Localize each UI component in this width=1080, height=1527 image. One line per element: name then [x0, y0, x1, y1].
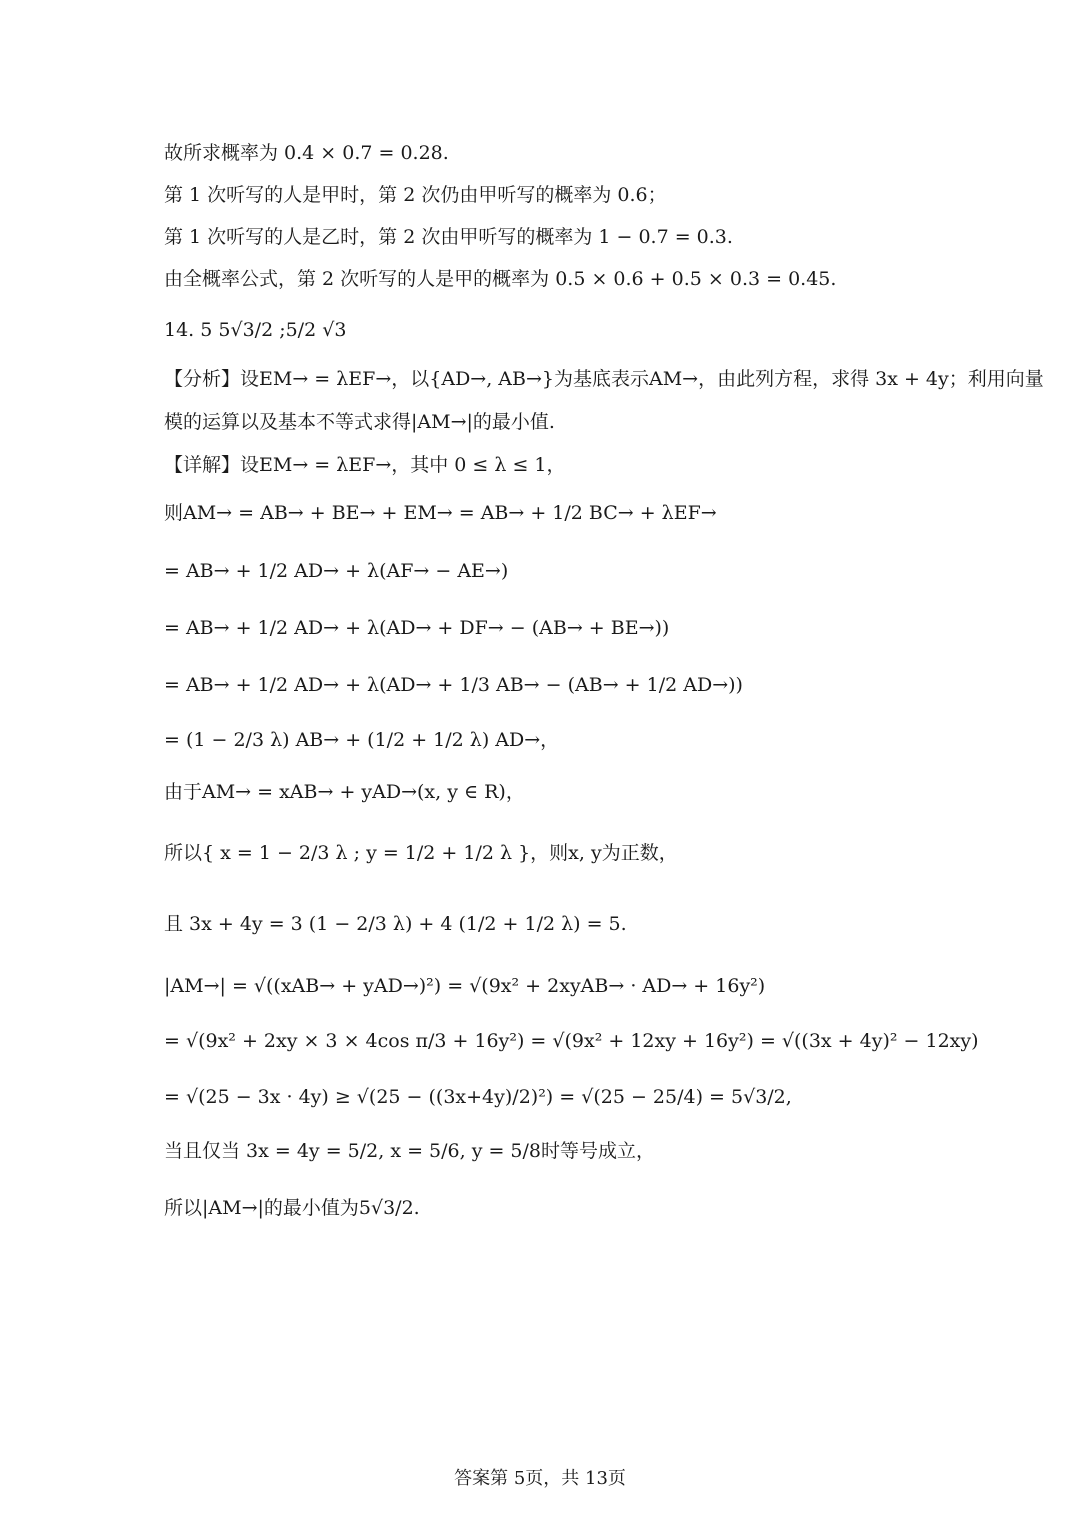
line-3: 第 1 次听写的人是乙时，第 2 次由甲听写的概率为 1 − 0.7 = 0.3.	[164, 226, 733, 248]
answer-14: 14. 5 5√3/2 ;5/2 √3	[164, 319, 347, 341]
page-footer: 答案第 5页，共 13页	[454, 1468, 626, 1489]
detail-line-6: = (1 − 2/3 λ) AB→ + (1/2 + 1/2 λ) AD→，	[164, 729, 560, 751]
detail-line-7: 由于AM→ = xAB→ + yAD→(x, y ∈ R)，	[164, 781, 525, 803]
detail-line-13: 当且仅当 3x = 4y = 5/2, x = 5/6, y = 5/8时等号成立，	[164, 1140, 656, 1162]
line-2: 第 1 次听写的人是甲时，第 2 次仍由甲听写的概率为 0.6；	[164, 184, 667, 206]
detail-line-12: = √(25 − 3x · 4y) ≥ √(25 − ((3x+4y)/2)²) = √(25 − 25/4) = 5√3/2,	[164, 1086, 792, 1108]
detail-line-5: = AB→ + 1/2 AD→ + λ(AD→ + 1/3 AB→ − (AB→ + 1/2 AD→))	[164, 674, 743, 696]
detail-line-14: 所以|AM→|的最小值为5√3/2.	[164, 1197, 420, 1219]
detail-line-2: 则AM→ = AB→ + BE→ + EM→ = AB→ + 1/2 BC→ + λEF→	[164, 502, 717, 524]
analysis-line-2: 模的运算以及基本不等式求得|AM→|的最小值.	[164, 411, 555, 433]
detail-line-4: = AB→ + 1/2 AD→ + λ(AD→ + DF→ − (AB→ + BE→))	[164, 617, 670, 639]
line-4: 由全概率公式，第 2 次听写的人是甲的概率为 0.5 × 0.6 + 0.5 × 0.3 = 0.45.	[164, 268, 837, 290]
analysis-line-1: 【分析】设EM→ = λEF→，以{AD→, AB→}为基底表示AM→，由此列方程，求得 3x + 4y；利用向量	[164, 368, 1044, 390]
detail-line-11: = √(9x² + 2xy × 3 × 4cos π/3 + 16y²) = √(9x² + 12xy + 16y²) = √((3x + 4y)² − 12xy)	[164, 1030, 979, 1052]
detail-line-1: 【详解】设EM→ = λEF→，其中 0 ≤ λ ≤ 1，	[164, 454, 566, 476]
line-1: 故所求概率为 0.4 × 0.7 = 0.28.	[164, 142, 449, 164]
detail-line-9: 且 3x + 4y = 3 (1 − 2/3 λ) + 4 (1/2 + 1/2 λ) = 5.	[164, 913, 627, 935]
detail-line-10: |AM→| = √((xAB→ + yAD→)²) = √(9x² + 2xyAB→ · AD→ + 16y²)	[164, 975, 766, 997]
detail-line-3: = AB→ + 1/2 AD→ + λ(AF→ − AE→)	[164, 560, 509, 582]
system-of-equations: 所以{ x = 1 − 2/3 λ ; y = 1/2 + 1/2 λ }，则x, y为正数，	[164, 842, 678, 864]
